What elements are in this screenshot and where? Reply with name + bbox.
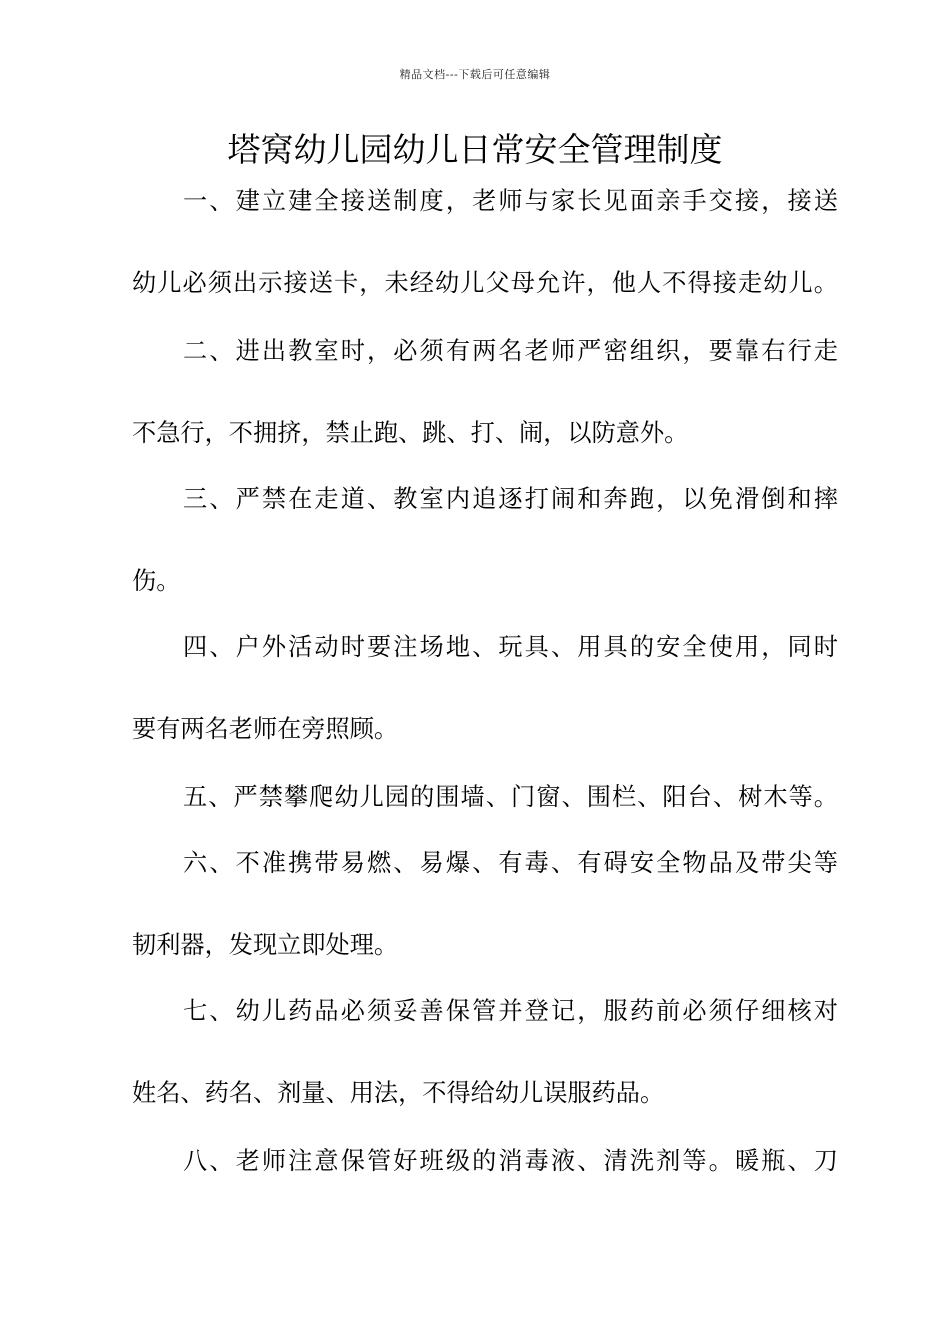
rule-7-line-2: 姓名、药名、剂量、用法，不得给幼儿误服药品。 xyxy=(132,1079,665,1107)
rule-4-line-1: 四、户外活动时要注场地、玩具、用具的安全使用，同时 xyxy=(183,633,838,661)
rule-6-line-2: 韧利器，发现立即处理。 xyxy=(132,931,399,959)
document-title: 塔窝幼儿园幼儿日常安全管理制度 xyxy=(227,130,723,169)
rule-1-line-2: 幼儿必须出示接送卡，未经幼儿父母允许，他人不得接走幼儿。 xyxy=(132,269,838,297)
rule-5-line-1: 五、严禁攀爬幼儿园的围墙、门窗、围栏、阳台、树木等。 xyxy=(183,783,838,811)
rule-2-line-1: 二、进出教室时，必须有两名老师严密组织，要靠右行走 xyxy=(183,337,838,365)
page-header: 精品文档---下载后可任意编辑 xyxy=(399,68,551,81)
rule-2-line-2: 不急行，不拥挤，禁止跑、跳、打、闹，以防意外。 xyxy=(132,419,689,447)
rule-4-line-2: 要有两名老师在旁照顾。 xyxy=(132,715,399,743)
rule-7-line-1: 七、幼儿药品必须妥善保管并登记，服药前必须仔细核对 xyxy=(183,997,838,1025)
rule-1-line-1: 一、建立建全接送制度，老师与家长见面亲手交接，接送 xyxy=(183,187,838,215)
rule-3-line-2: 伤。 xyxy=(132,567,181,595)
rule-8-line-1: 八、老师注意保管好班级的消毒液、清洗剂等。暖瓶、刀 xyxy=(183,1147,838,1175)
rule-6-line-1: 六、不准携带易燃、易爆、有毒、有碍安全物品及带尖等 xyxy=(183,849,838,877)
rule-3-line-1: 三、严禁在走道、教室内追逐打闹和奔跑，以免滑倒和摔 xyxy=(183,485,838,513)
